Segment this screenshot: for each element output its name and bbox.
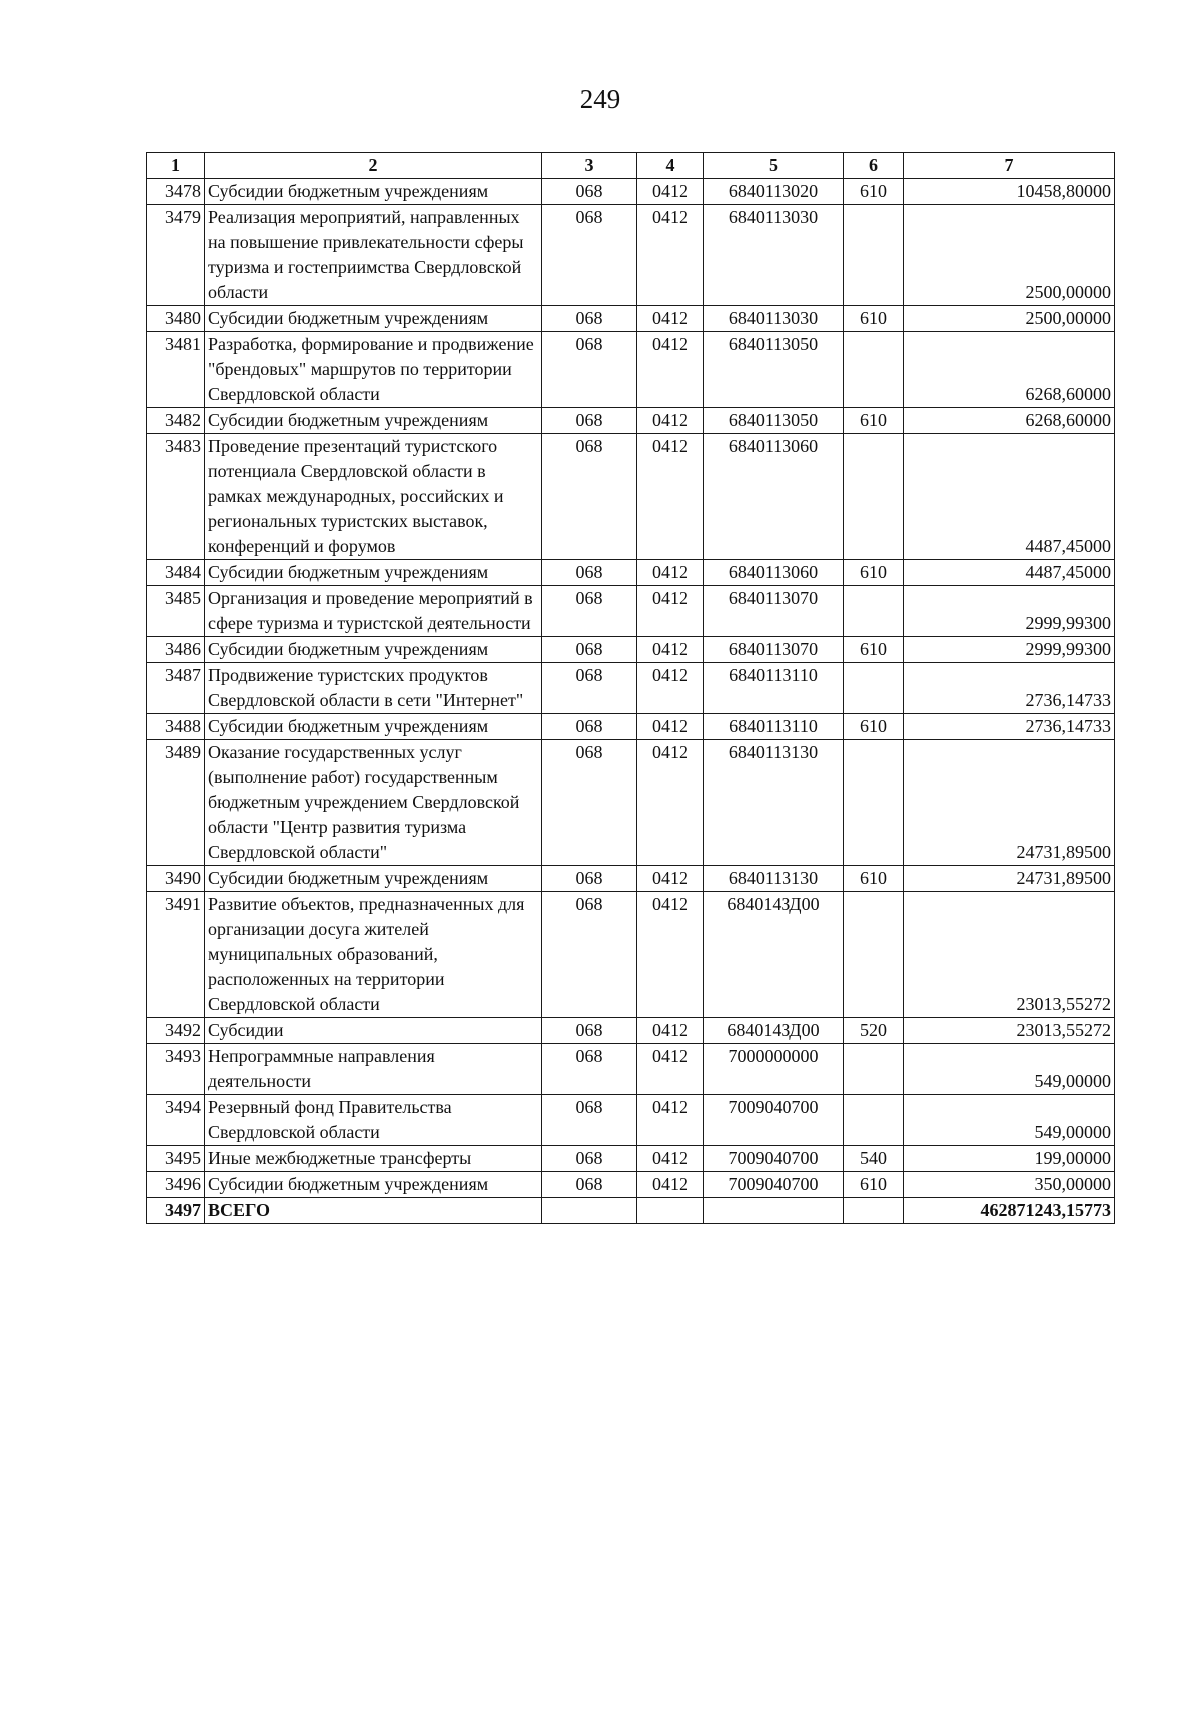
row-expense-type: 610 (844, 866, 904, 892)
row-expense-type: 610 (844, 714, 904, 740)
row-number: 3486 (147, 637, 205, 663)
header-col-4: 4 (637, 153, 704, 179)
row-expense-type: 610 (844, 408, 904, 434)
row-target-code: 7009040700 (704, 1172, 844, 1198)
table-row (147, 408, 1115, 434)
row-section-code: 0412 (637, 1146, 704, 1172)
table-row (147, 306, 1115, 332)
row-name: Субсидии бюджетным учреждениям (205, 408, 542, 434)
row-name: Субсидии бюджетным учреждениям (205, 306, 542, 332)
table-row (147, 892, 1115, 1018)
table-row (147, 1044, 1115, 1095)
table-row (147, 332, 1115, 408)
row-expense-type: 610 (844, 306, 904, 332)
table-row (147, 714, 1115, 740)
row-number: 3496 (147, 1172, 205, 1198)
row-name: Субсидии бюджетным учреждениям (205, 1172, 542, 1198)
row-expense-type: 610 (844, 1172, 904, 1198)
page-number: 249 (579, 84, 621, 114)
row-target-code: 6840113060 (704, 434, 844, 560)
row-number: 3494 (147, 1095, 205, 1146)
row-number: 3495 (147, 1146, 205, 1172)
row-name: Непрограммные направления деятельности (205, 1044, 542, 1095)
row-ministry-code: 068 (542, 332, 637, 408)
row-amount: 549,00000 (904, 1095, 1115, 1146)
row-amount: 10458,80000 (904, 179, 1115, 205)
row-target-code: 7009040700 (704, 1095, 844, 1146)
row-expense-type (844, 892, 904, 1018)
row-amount: 2500,00000 (904, 205, 1115, 306)
row-ministry-code: 068 (542, 1172, 637, 1198)
budget-table (146, 152, 1115, 1224)
row-section-code: 0412 (637, 1172, 704, 1198)
row-expense-type: 610 (844, 560, 904, 586)
row-amount: 2736,14733 (904, 663, 1115, 714)
row-ministry-code: 068 (542, 1018, 637, 1044)
row-target-code: 6840113050 (704, 332, 844, 408)
row-amount: 549,00000 (904, 1044, 1115, 1095)
table-row (147, 637, 1115, 663)
row-expense-type: 540 (844, 1146, 904, 1172)
row-section-code: 0412 (637, 179, 704, 205)
row-target-code: 7000000000 (704, 1044, 844, 1095)
row-expense-type (844, 586, 904, 637)
row-ministry-code: 068 (542, 740, 637, 866)
row-target-code (704, 1198, 844, 1224)
table-row (147, 560, 1115, 586)
row-amount: 4487,45000 (904, 434, 1115, 560)
row-section-code: 0412 (637, 637, 704, 663)
row-ministry-code: 068 (542, 586, 637, 637)
table-row (147, 434, 1115, 560)
row-expense-type (844, 434, 904, 560)
row-ministry-code: 068 (542, 205, 637, 306)
row-section-code: 0412 (637, 714, 704, 740)
row-amount: 24731,89500 (904, 866, 1115, 892)
row-ministry-code: 068 (542, 892, 637, 1018)
table-row (147, 740, 1115, 866)
row-amount: 6268,60000 (904, 332, 1115, 408)
row-ministry-code (542, 1198, 637, 1224)
row-section-code: 0412 (637, 1095, 704, 1146)
row-expense-type: 610 (844, 179, 904, 205)
row-name: Организация и проведение мероприятий в сфере туризма и туристской деятельности (205, 586, 542, 637)
header-col-6: 6 (844, 153, 904, 179)
row-ministry-code: 068 (542, 663, 637, 714)
row-amount: 24731,89500 (904, 740, 1115, 866)
row-section-code: 0412 (637, 892, 704, 1018)
row-section-code: 0412 (637, 1044, 704, 1095)
header-row (147, 153, 1115, 179)
row-expense-type (844, 663, 904, 714)
row-name: Субсидии бюджетным учреждениям (205, 866, 542, 892)
row-name: Субсидии бюджетным учреждениям (205, 637, 542, 663)
header-col-7: 7 (904, 153, 1115, 179)
table-row (147, 1018, 1115, 1044)
row-amount: 199,00000 (904, 1146, 1115, 1172)
row-target-code: 6840113060 (704, 560, 844, 586)
header-col-2: 2 (205, 153, 542, 179)
row-number: 3481 (147, 332, 205, 408)
row-name: Развитие объектов, предназначенных для организации досуга жителей муниципальных образований, расположенных на территории Свердловской области (205, 892, 542, 1018)
row-ministry-code: 068 (542, 434, 637, 560)
row-number: 3478 (147, 179, 205, 205)
row-target-code: 7009040700 (704, 1146, 844, 1172)
header-col-5: 5 (704, 153, 844, 179)
row-number: 3484 (147, 560, 205, 586)
table-body (147, 179, 1115, 1224)
row-target-code: 684014ЗД00 (704, 1018, 844, 1044)
header-col-1: 1 (147, 153, 205, 179)
row-number: 3479 (147, 205, 205, 306)
row-name: Оказание государственных услуг (выполнение работ) государственным бюджетным учреждением Свердловской области "Центр развития туризма Свердловской области" (205, 740, 542, 866)
row-ministry-code: 068 (542, 1044, 637, 1095)
row-name: Субсидии бюджетным учреждениям (205, 560, 542, 586)
row-section-code (637, 1198, 704, 1224)
row-number: 3483 (147, 434, 205, 560)
row-expense-type (844, 1198, 904, 1224)
row-target-code: 684014ЗД00 (704, 892, 844, 1018)
row-section-code: 0412 (637, 866, 704, 892)
row-ministry-code: 068 (542, 179, 637, 205)
row-amount: 23013,55272 (904, 892, 1115, 1018)
total-row (147, 1198, 1115, 1224)
row-target-code: 6840113110 (704, 714, 844, 740)
row-number: 3485 (147, 586, 205, 637)
row-ministry-code: 068 (542, 866, 637, 892)
row-amount: 6268,60000 (904, 408, 1115, 434)
row-name: Продвижение туристских продуктов Свердловской области в сети "Интернет" (205, 663, 542, 714)
row-amount: 2999,99300 (904, 586, 1115, 637)
row-target-code: 6840113130 (704, 740, 844, 866)
row-number: 3487 (147, 663, 205, 714)
row-number: 3493 (147, 1044, 205, 1095)
row-target-code: 6840113110 (704, 663, 844, 714)
row-amount: 2500,00000 (904, 306, 1115, 332)
row-amount: 350,00000 (904, 1172, 1115, 1198)
row-name: Резервный фонд Правительства Свердловской области (205, 1095, 542, 1146)
row-section-code: 0412 (637, 434, 704, 560)
row-amount: 462871243,15773 (904, 1198, 1115, 1224)
row-amount: 2736,14733 (904, 714, 1115, 740)
row-ministry-code: 068 (542, 1146, 637, 1172)
row-expense-type: 520 (844, 1018, 904, 1044)
row-amount: 4487,45000 (904, 560, 1115, 586)
row-section-code: 0412 (637, 1018, 704, 1044)
row-name: Субсидии бюджетным учреждениям (205, 714, 542, 740)
row-number: 3489 (147, 740, 205, 866)
table-row (147, 205, 1115, 306)
row-section-code: 0412 (637, 408, 704, 434)
row-section-code: 0412 (637, 332, 704, 408)
row-number: 3488 (147, 714, 205, 740)
row-ministry-code: 068 (542, 637, 637, 663)
row-number: 3492 (147, 1018, 205, 1044)
row-number: 3491 (147, 892, 205, 1018)
row-expense-type (844, 740, 904, 866)
table-row (147, 1146, 1115, 1172)
table-row (147, 1172, 1115, 1198)
row-target-code: 6840113050 (704, 408, 844, 434)
row-expense-type: 610 (844, 637, 904, 663)
row-section-code: 0412 (637, 306, 704, 332)
row-section-code: 0412 (637, 205, 704, 306)
row-target-code: 6840113030 (704, 306, 844, 332)
row-ministry-code: 068 (542, 560, 637, 586)
row-expense-type (844, 332, 904, 408)
row-ministry-code: 068 (542, 306, 637, 332)
row-target-code: 6840113020 (704, 179, 844, 205)
row-section-code: 0412 (637, 663, 704, 714)
row-expense-type (844, 205, 904, 306)
row-number: 3497 (147, 1198, 205, 1224)
header-col-3: 3 (542, 153, 637, 179)
row-name: Субсидии (205, 1018, 542, 1044)
table-row (147, 866, 1115, 892)
row-name: Иные межбюджетные трансферты (205, 1146, 542, 1172)
row-name: Реализация мероприятий, направленных на повышение привлекательности сферы туризма и гостеприимства Свердловской области (205, 205, 542, 306)
row-ministry-code: 068 (542, 1095, 637, 1146)
row-number: 3490 (147, 866, 205, 892)
row-section-code: 0412 (637, 740, 704, 866)
row-ministry-code: 068 (542, 408, 637, 434)
row-name: ВСЕГО (205, 1198, 542, 1224)
table-row (147, 179, 1115, 205)
row-number: 3480 (147, 306, 205, 332)
row-amount: 2999,99300 (904, 637, 1115, 663)
row-target-code: 6840113070 (704, 637, 844, 663)
row-number: 3482 (147, 408, 205, 434)
row-name: Разработка, формирование и продвижение "брендовых" маршрутов по территории Свердловской области (205, 332, 542, 408)
row-target-code: 6840113130 (704, 866, 844, 892)
table-row (147, 586, 1115, 637)
table-row (147, 1095, 1115, 1146)
row-name: Субсидии бюджетным учреждениям (205, 179, 542, 205)
row-expense-type (844, 1044, 904, 1095)
table-row (147, 663, 1115, 714)
row-target-code: 6840113030 (704, 205, 844, 306)
row-target-code: 6840113070 (704, 586, 844, 637)
row-name: Проведение презентаций туристского потенциала Свердловской области в рамках международных, российских и региональных туристских выставок, конференций и форумов (205, 434, 542, 560)
row-section-code: 0412 (637, 560, 704, 586)
row-ministry-code: 068 (542, 714, 637, 740)
row-amount: 23013,55272 (904, 1018, 1115, 1044)
row-section-code: 0412 (637, 586, 704, 637)
row-expense-type (844, 1095, 904, 1146)
